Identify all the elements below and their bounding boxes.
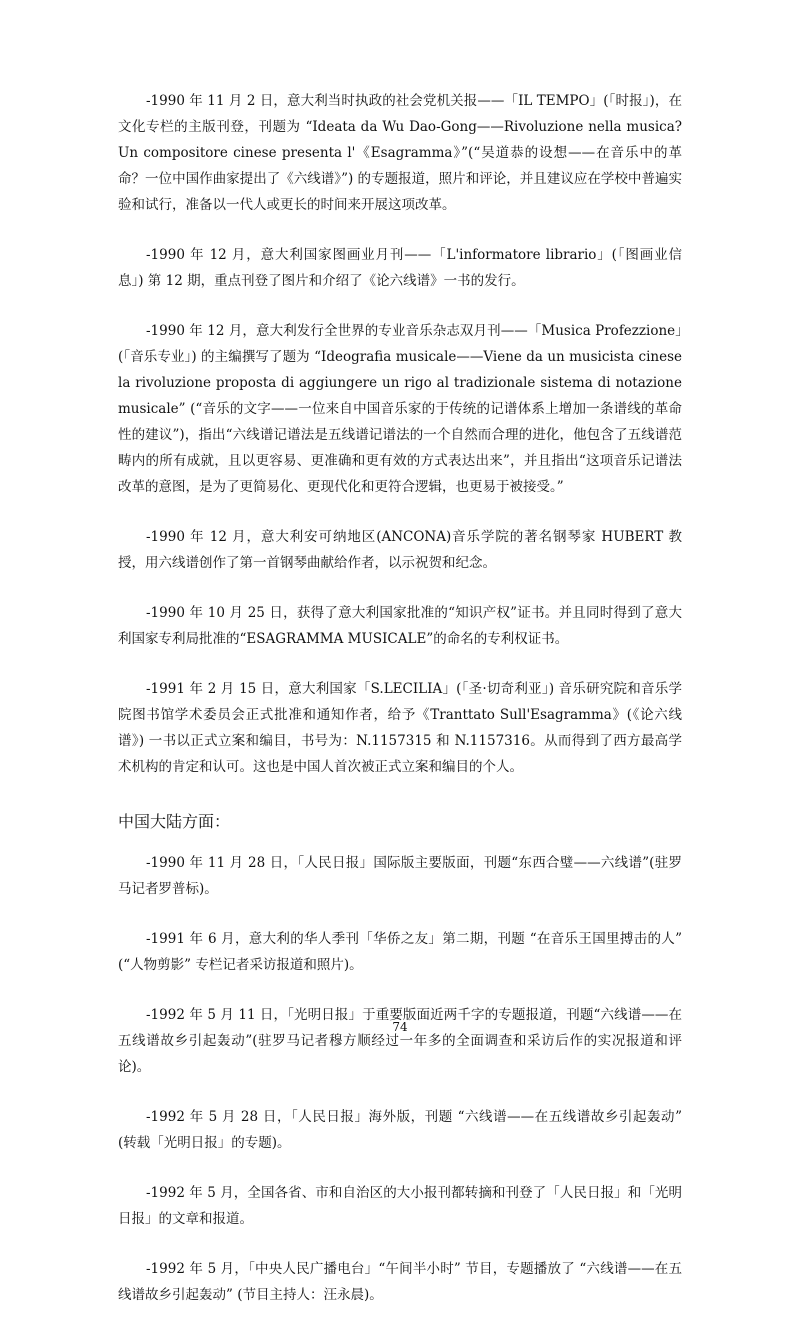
mainland-item-renmin-ribao: -1990 年 11 月 28 日，「人民日报」国际版主要版面，刊题“东西合璧——六线谱”(驻罗马记者罗普标)。 [118, 855, 682, 897]
mainland-item-renmin-overseas: -1992 年 5 月 28 日，「人民日报」海外版，刊题 “六线谱——在五线谱故乡引起轰动” (转载「光明日报」的专题)。 [118, 1109, 682, 1151]
mainland-item-nationwide-press: -1992 年 5 月，全国各省、市和自治区的大小报刊都转摘和刊登了「人民日报」和「光明日报」的文章和报道。 [118, 1185, 682, 1227]
news-item-il-tempo: -1990 年 11 月 2 日，意大利当时执政的社会党机关报——「IL TEMPO」(「时报」)，在文化专栏的主版刊登，刊题为 “Ideata da Wu Dao-Gong——Rivoluzione nella musica? Un compositore cinese presenta l'《Esagramma》”(“吴道恭的设想——在音乐中的革命？一位中国作曲家提出了《六线谱》”) 的专题报道，照片和评论，并且建议应在学校中普遍实验和试行，准备以一代人或更长的时间来开展这项改革。 [118, 93, 682, 213]
page-content [118, 88, 682, 1332]
news-item-s-lecilia: -1991 年 2 月 15 日，意大利国家「S.LECILIA」(「圣·切奇利亚」) 音乐研究院和音乐学院图书馆学术委员会正式批准和通知作者，给予《Tranttato Sull'Esagramma》(《论六线谱》) 一书以正式立案和编目，书号为：N.1157315 和 N.1157316。从而得到了西方最高学术机构的肯定和认可。这也是中国人首次被正式立案和编目的个人。 [118, 681, 682, 775]
news-item-informatore-librario: -1990 年 12 月，意大利国家图画业月刊——「L'informatore librario」(「图画业信息」) 第 12 期，重点刊登了图片和介绍了《论六线谱》一书的发行。 [118, 247, 682, 289]
mainland-item-guangming-ribao: -1992 年 5 月 11 日，「光明日报」于重要版面近两千字的专题报道，刊题“六线谱——在五线谱故乡引起轰动”(驻罗马记者穆方顺经过一年多的全面调查和采访后作的实况报道和评论)。 [118, 1007, 682, 1075]
news-item-ancona-hubert: -1990 年 12 月，意大利安可纳地区(ANCONA)音乐学院的著名钢琴家 HUBERT 教授，用六线谱创作了第一首钢琴曲献给作者，以示祝贺和纪念。 [118, 529, 682, 571]
mainland-item-central-radio: -1992 年 5 月，「中央人民广播电台」“午间半小时” 节目，专题播放了 “六线谱——在五线谱故乡引起轰动” (节目主持人：汪永晨)。 [118, 1261, 682, 1303]
news-item-patent-certificate: -1990 年 10 月 25 日，获得了意大利国家批准的“知识产权”证书。并且同时得到了意大利国家专利局批准的“ESAGRAMMA MUSICALE”的命名的专利权证书。 [118, 605, 682, 647]
news-item-musica-profezzione: -1990 年 12 月，意大利发行全世界的专业音乐杂志双月刊——「Musica Profezzione」(「音乐专业」) 的主编撰写了题为 “Ideografia musicale——Viene da un musicista cinese la rivoluzione proposta di aggiungere un rigo al tradizionale sistema di notazione musicale” (“音乐的文字——一位来自中国音乐家的于传统的记谱体系上增加一条谱线的革命性的建议”)，指出“六线谱记谱法是五线谱记谱法的一个自然而合理的进化，他包含了五线谱范畴内的所有成就，且以更容易、更准确和更有效的方式表达出来”，并且指出“这项音乐记谱法改革的意图，是为了更简易化、更现代化和更符合逻辑，也更易于被接受。” [118, 323, 682, 495]
page-number: 74 [392, 1020, 408, 1034]
mainland-section-heading: 中国大陆方面： [118, 812, 231, 831]
mainland-item-huaqiao-zhiyou: -1991 年 6 月，意大利的华人季刊「华侨之友」第二期，刊题 “在音乐王国里搏击的人” (“人物剪影” 专栏记者采访报道和照片)。 [118, 931, 682, 973]
